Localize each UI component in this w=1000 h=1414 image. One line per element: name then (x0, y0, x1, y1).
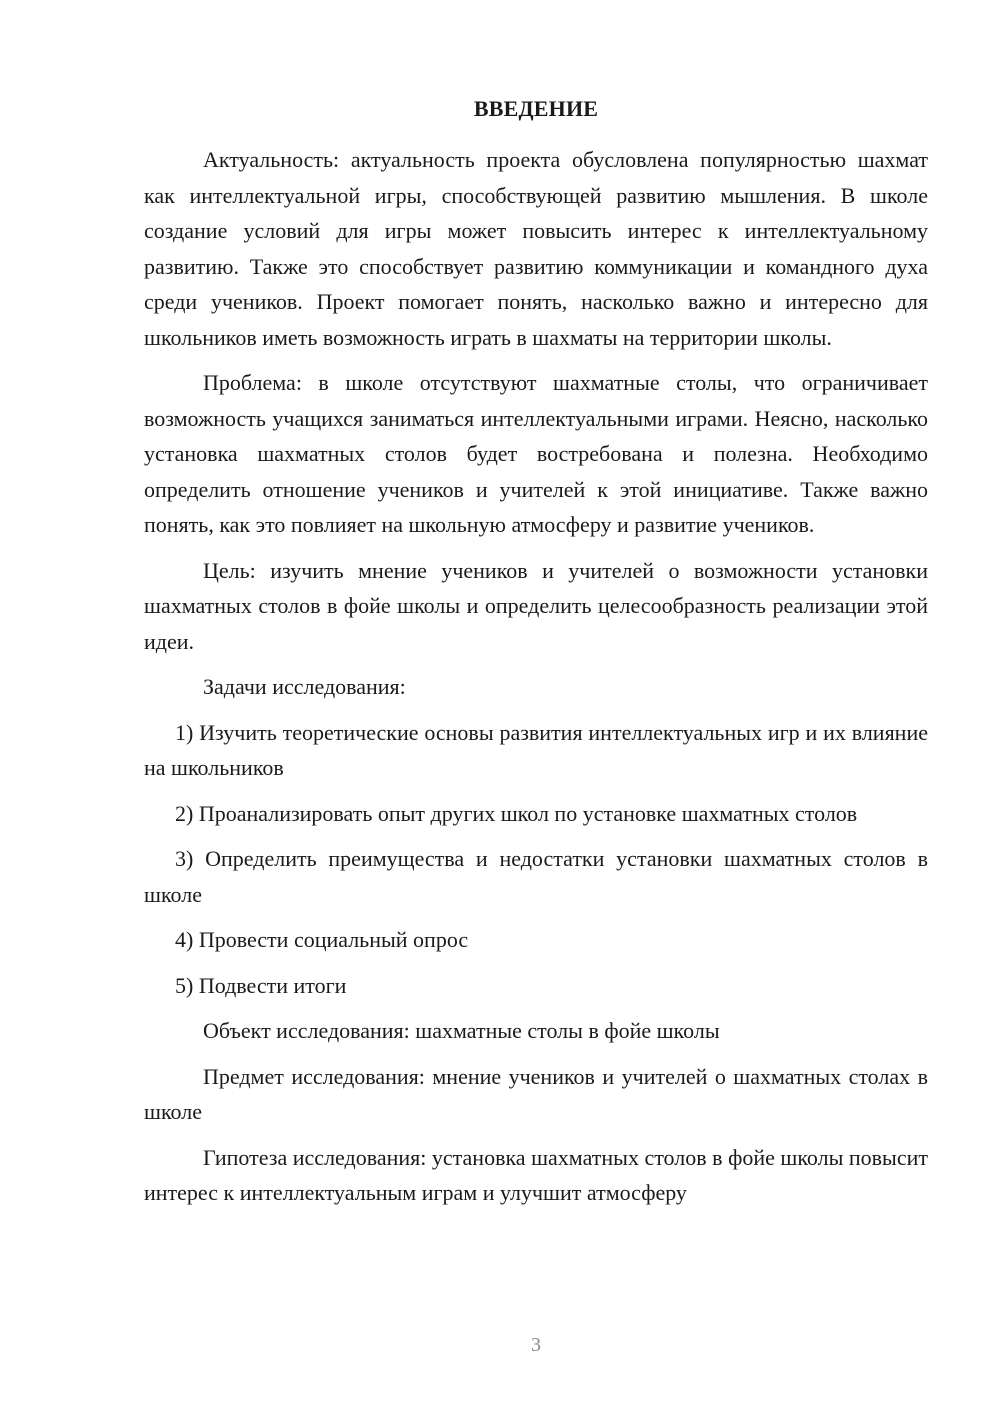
paragraph-relevance: Актуальность: актуальность проекта обусловлена популярностью шахмат как интеллектуальной игры, способствующей развитию мышления. В школе создание условий для игры может повысить интерес к интеллектуальному развитию. Также это способствует развитию коммуникации и командного духа среди учеников. Проект помогает понять, насколько важно и интересно для школьников иметь возможность играть в шахматы на территории школы. (144, 147, 928, 350)
task-item-4: 4) Провести социальный опрос (175, 927, 469, 952)
paragraph-object: Объект исследования: шахматные столы в фойе школы (203, 1018, 720, 1043)
task-item-5: 5) Подвести итоги (175, 972, 347, 998)
paragraph-hypothesis: Гипотеза исследования: установка шахматных столов в фойе школы повысит интерес к интеллектуальным играм и улучшит атмосферу (144, 1144, 928, 1205)
page-title: ВВЕДЕНИЕ (473, 96, 599, 121)
task-item-1: 1) Изучить теоретические основы развития интеллектуальных игр и их влияние на школьников (144, 719, 928, 780)
task-item-2: 2) Проанализировать опыт других школ по установке шахматных столов (175, 800, 858, 826)
paragraph-problem: Проблема: в школе отсутствуют шахматные столы, что ограничивает возможность учащихся заниматься интеллектуальными играми. Неясно, насколько установка шахматных столов будет востребована и полезна. Необходимо определить отношение учеников и учителей к этой инициативе. Также важно понять, как это повлияет на школьную атмосферу и развитие учеников. (144, 370, 928, 537)
paragraph-subject: Предмет исследования: мнение учеников и учителей о шахматных столах в школе (144, 1063, 928, 1124)
tasks-heading: Задачи исследования: (203, 674, 406, 699)
page-number: 3 (531, 1334, 541, 1356)
task-item-3: 3) Определить преимущества и недостатки установки шахматных столов в школе (144, 846, 928, 907)
paragraph-goal: Цель: изучить мнение учеников и учителей о возможности установки шахматных столов в фойе школы и определить целесообразность реализации этой идеи. (144, 557, 928, 654)
document-body (144, 142, 928, 1221)
